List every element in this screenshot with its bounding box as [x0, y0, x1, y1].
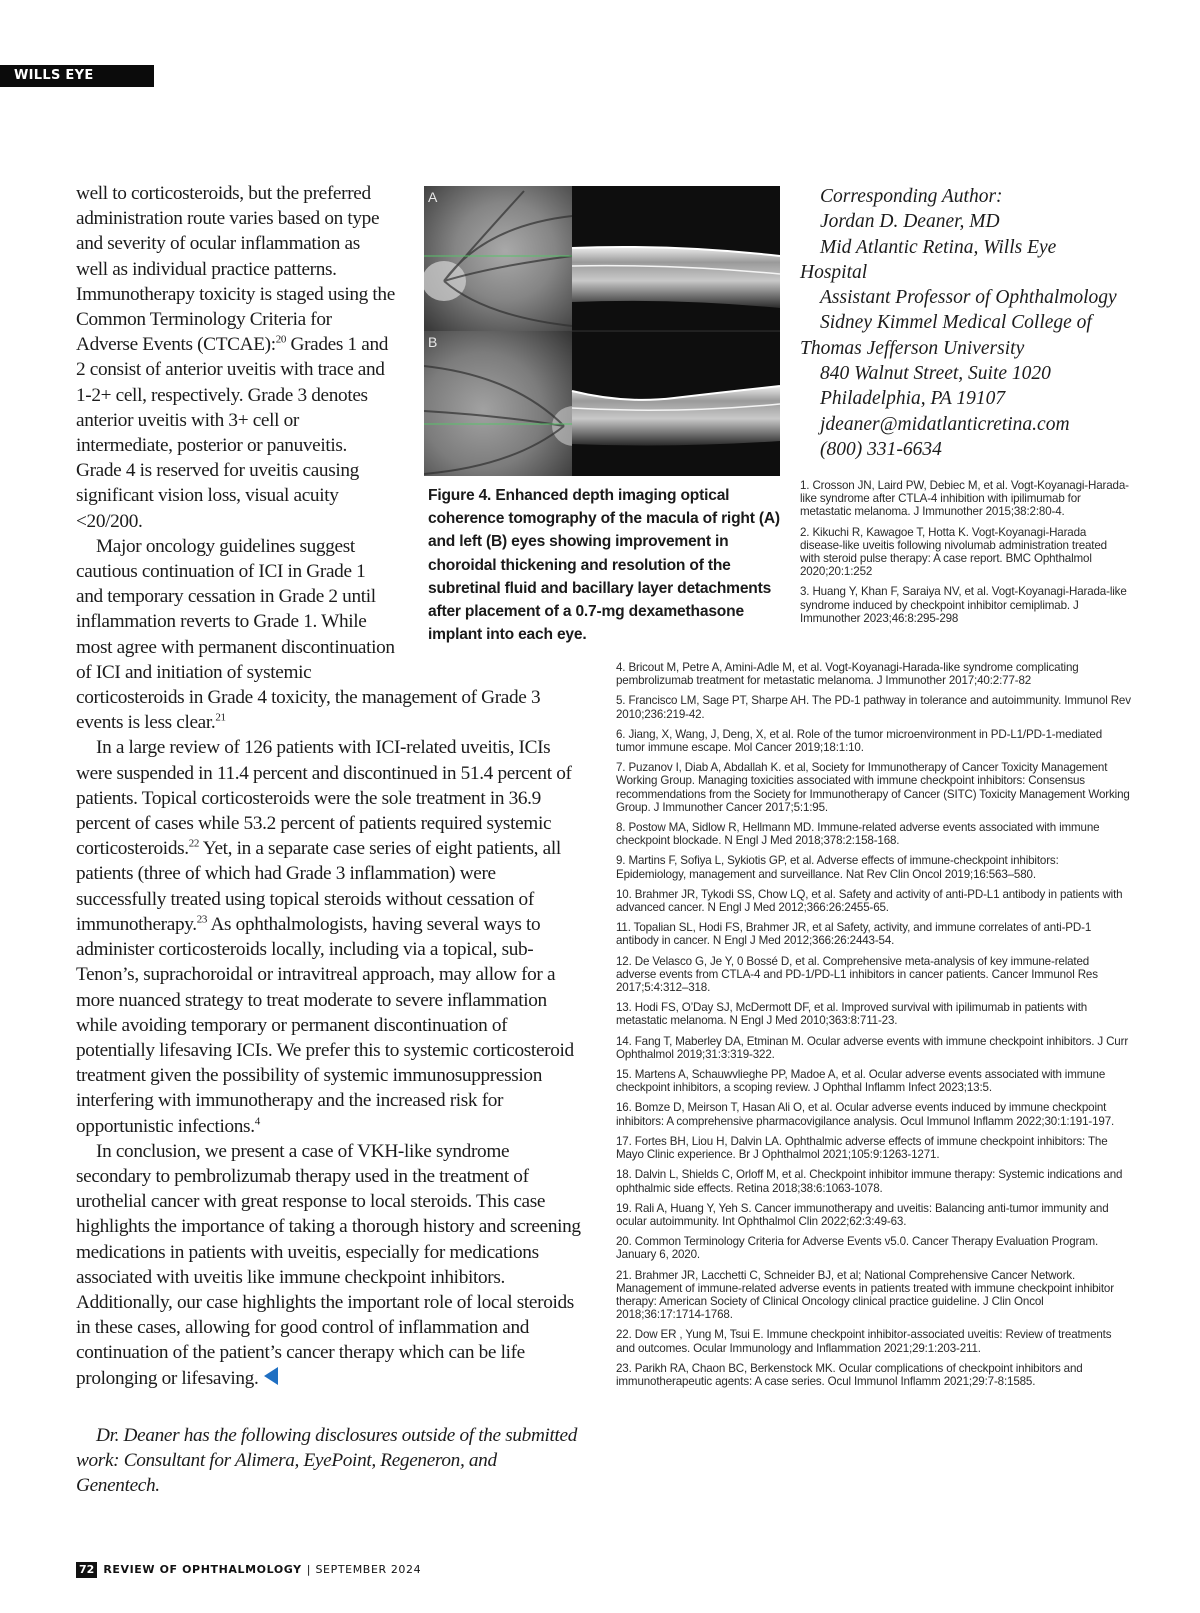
section-tag: WILLS EYE [0, 65, 154, 87]
corr-email: jdeaner@midatlanticretina.com [820, 413, 1070, 435]
paragraph-4 [76, 1139, 582, 1391]
reference-item: 9. Martins F, Sofiya L, Sykiotis GP, et al. Adverse effects of immune-checkpoint inhibitors: Epidemiology, management and surveillance. Nat Rev Clin Oncol 2019;16:563–580. [616, 854, 1059, 881]
page-number: 72 [76, 1562, 97, 1578]
reference-item: 19. Rali A, Huang Y, Yeh S. Cancer immunotherapy and uveitis: Balancing anti-tumor immunity and ocular autoimmunity. Int Ophthalmol Clin 2022;62:3:49-63. [616, 1201, 1109, 1228]
paragraph-2-continued [76, 685, 582, 735]
paragraph-3 [76, 735, 582, 1138]
reference-item: 17. Fortes BH, Liou H, Dalvin LA. Ophthalmic adverse effects of immune checkpoint inhibitors: The Mayo Clinic experience. Br J Ophthalmol 2021;105:9:1263-1271. [616, 1134, 1108, 1162]
reference-item: 11. Topalian SL, Hodi FS, Brahmer JR, et al Safety, activity, and immune correlates of anti-PD-1 antibody in cancer. N Engl J Med 2012;366:26:2443-54. [616, 921, 1092, 948]
corr-city: Philadelphia, PA 19107 [820, 388, 1006, 410]
reference-item: 4. Bricout M, Petre A, Amini-Adle M, et al. Vogt-Koyanagi-Harada-like syndrome complicating pembrolizumab treatment for metastatic melanoma. J Immunother 2017;40:2:77-82 [616, 661, 1079, 688]
end-of-article-icon [264, 1367, 278, 1385]
citation-4: 4 [254, 1115, 260, 1128]
reference-item: 2. Kikuchi R, Kawagoe T, Hotta K. Vogt-Koyanagi-Harada disease-like uveitis following nivolumab administration treated with steroid pulse therapy: A case report. BMC Ophthalmol 2020;20:1:252 [800, 525, 1107, 579]
figure-caption: Figure 4. Enhanced depth imaging optical coherence tomography of the macula of right (A) and left (B) eyes showing improvement in choroidal thickening and resolution of the subretinal fluid and bacillary layer detachments after placement of a 0.7-mg dexamethasone implant into each eye. [428, 487, 780, 644]
citation-22: 22 [188, 837, 200, 850]
paragraph-1 [76, 181, 396, 534]
reference-item: 3. Huang Y, Khan F, Saraiya NV, et al. Vogt-Koyanagi-Harada-like syndrome induced by checkpoint inhibitor cemiplimab. J Immunother 2023;46:8:295-298 [800, 585, 1127, 625]
paragraph-2-text: Major oncology guidelines suggest cautious continuation of ICI in Grade 1 and temporary cessation in Grade 2 until inflammation reverts to Grade 1. While most agree with permanent discontinuation of ICI and initiation of systemic [76, 535, 395, 683]
reference-item: 14. Fang T, Maberley DA, Etminan M. Ocular adverse events with immune checkpoint inhibitors. J Curr Ophthalmol 2019;31:3:319-322. [616, 1034, 1129, 1061]
reference-item: 12. De Velasco G, Je Y, 0 Bossé D, et al. Comprehensive meta-analysis of key immune-related adverse events from CTLA-4 and PD-1/PD-L1 inhibitors in cancer patients. Cancer Immunol Res 2017;5:4:312–318. [616, 954, 1098, 995]
corr-affiliation-1-cont: Hospital [800, 261, 868, 283]
reference-item: 20. Common Terminology Criteria for Adverse Events v5.0. Cancer Therapy Evaluation Program. January 6, 2020. [616, 1235, 1099, 1262]
reference-item: 7. Puzanov I, Diab A, Abdallah K. et al, Society for Immunotherapy of Cancer Toxicity Management Working Group. Managing toxicities associated with immune checkpoint inhibitors: Consensus recommendations from the Society for Immunotherapy of Cancer (SITC) Toxicity Management Working Group. J Immunother Cancer 2017;5:1:95. [616, 761, 1130, 814]
reference-item: 21. Brahmer JR, Lacchetti C, Schneider BJ, et al; National Comprehensive Cancer Network. Management of immune-related adverse events in patients treated with immune checkpoint inhibitor therapy: American Society of Clinical Oncology clinical practice guideline. J Clin Oncol 2018;36:17:1714-1768. [616, 1268, 1114, 1322]
page-footer [76, 1562, 421, 1578]
reference-item: 22. Dow ER , Yung M, Tsui E. Immune checkpoint inhibitor-associated uveitis: Review of treatments and outcomes. Ocular Immunology and Inflammation 2021;29:1:203-211. [616, 1328, 1112, 1355]
references-top [800, 479, 1130, 632]
paragraph-1-text-rest: Grades 1 and 2 consist of anterior uveitis with trace and 1-2+ cell, respectively. Grade 3 denotes anterior uveitis with 3+ cell or intermediate, posterior or panuveitis. Grade 4 is reserved for uveitis causing significant vision loss, visual acuity <20/200. [76, 334, 389, 532]
corr-street: 840 Walnut Street, Suite 1020 [820, 363, 1051, 385]
paragraph-3-text-b: Yet, in a separate case series of eight patients, all patients (three of which had Grade 3 inflammation) were successfully treated using topical steroids without cessation of immunotherapy. [76, 838, 561, 935]
footer-separator: | [306, 1563, 311, 1576]
paragraph-1-text: well to corticosteroids, but the preferred administration route varies based on type and severity of ocular inflammation as well as individual practice patterns. Immunotherapy toxicity is staged using the Common Terminology Criteria for Adverse Events (CTCAE): [76, 183, 395, 356]
paragraph-4-text: In conclusion, we present a case of VKH-like syndrome secondary to pembrolizumab therapy used in the treatment of urothelial cancer with great response to local steroids. This case highlights the importance of taking a thorough history and screening medications in patients with uveitis, especially for medications associated with uveitis like immune checkpoint inhibitors. Additionally, our case highlights the important role of local steroids in these cases, allowing for good control of inflammation and continuation of the patient’s cancer therapy which can be life prolonging or lifesaving. [76, 1140, 581, 1389]
reference-item: 16. Bomze D, Meirson T, Hasan Ali O, et al. Ocular adverse events induced by immune checkpoint inhibitors: A comprehensive pharmacovigilance analysis. Ocul Immunol Inflamm 2022;30:1:191-197. [616, 1101, 1115, 1128]
panel-label-a: A [428, 189, 438, 205]
reference-item: 6. Jiang, X, Wang, J, Deng, X, et al. Role of the tumor microenvironment in PD-L1/PD-1-mediated tumor immune escape. Mol Cancer 2019;18:1:10. [616, 727, 1103, 755]
reference-item: 5. Francisco LM, Sage PT, Sharpe AH. The PD-1 pathway in tolerance and autoimmunity. Immunol Rev 2010;236:219-42. [616, 694, 1131, 721]
corr-phone: (800) 331-6634 [820, 438, 942, 460]
magazine-name: REVIEW OF OPHTHALMOLOGY [103, 1563, 302, 1576]
paragraph-3-text-c: As ophthalmologists, having several ways to administer corticosteroids locally, including via a topical, sub-Tenon’s, suprachoroidal or intravitreal approach, may allow for a more nuanced strategy to treat moderate to severe inflammation while avoiding temporary or permanent discontinuation of potentially lifesaving ICIs. We prefer this to systemic corticosteroid treatment given the possibility of systemic immunosuppression interfering with immunotherapy and the increased risk for opportunistic infections. [76, 913, 574, 1137]
issue-date: SEPTEMBER 2024 [315, 1563, 422, 1576]
paragraph-2 [76, 534, 396, 685]
reference-item: 10. Brahmer JR, Tykodi SS, Chow LQ, et al. Safety and activity of anti-PD-L1 antibody in patients with advanced cancer. N Engl J Med 2012;366:26:2455-65. [616, 887, 1123, 915]
corr-title: Assistant Professor of Ophthalmology [820, 287, 1117, 309]
corr-affiliation-2: Sidney Kimmel Medical College of [820, 312, 1092, 334]
corresponding-author [800, 184, 1130, 462]
reference-item: 15. Martens A, Schauwvlieghe PP, Madoe A, et al. Ocular adverse events associated with immune checkpoint inhibitors, a scoping review. J Ophthal Inflamm Infect 2023;13:5. [616, 1068, 1106, 1095]
disclosure: Dr. Deaner has the following disclosures outside of the submitted work: Consultant for Alimera, EyePoint, Regeneron, and Genentech. [76, 1425, 578, 1497]
oct-figure-graphic [424, 186, 780, 476]
citation-23: 23 [196, 913, 208, 926]
reference-item: 13. Hodi FS, O’Day SJ, McDermott DF, et al. Improved survival with ipilimumab in patients with metastatic melanoma. N Engl J Med 2010;363:8:711-23. [616, 1001, 1088, 1028]
corr-name: Jordan D. Deaner, MD [820, 211, 1000, 233]
oct-figure-image [424, 186, 780, 476]
fundus-image-b [424, 331, 572, 476]
panel-label-b: B [428, 334, 438, 350]
corr-heading: Corresponding Author: [820, 186, 1003, 207]
references-list [616, 661, 1131, 1395]
reference-item: 18. Dalvin L, Shields C, Orloff M, et al. Checkpoint inhibitor immune therapy: Systemic indications and ophthalmic side effects. Retina 2018;38:6:1063-1078. [616, 1168, 1123, 1195]
reference-item: 8. Postow MA, Sidlow R, Hellmann MD. Immune-related adverse events associated with immune checkpoint blockade. N Engl J Med 2018;378:2:158-168. [616, 821, 1100, 848]
citation-21: 21 [215, 711, 226, 724]
corr-affiliation-2-cont: Thomas Jefferson University [800, 337, 1025, 359]
reference-item: 23. Parikh RA, Chaon BC, Berkenstock MK. Ocular complications of checkpoint inhibitors and immunotherapeutic agents: A case series. Ocul Immunol Inflamm 2021;29:7-8:1585. [616, 1361, 1083, 1388]
paragraph-2-text-wide: corticosteroids in Grade 4 toxicity, the management of Grade 3 events is less clear. [76, 687, 541, 734]
citation-20: 20 [275, 333, 287, 346]
corr-affiliation-1: Mid Atlantic Retina, Wills Eye [820, 236, 1057, 258]
paragraph-3-text-a: In a large review of 126 patients with ICI-related uveitis, ICIs were suspended in 11.4 percent and discontinued in 51.4 percent of patients. Topical corticosteroids were the sole treatment in 36.9 percent of cases while 53.2 percent of patients required systemic corticosteroids. [76, 737, 572, 860]
reference-item: 1. Crosson JN, Laird PW, Debiec M, et al. Vogt-Koyanagi-Harada-like syndrome after CTLA-4 inhibition with ipilimumab for metastatic melanoma. J Immunother 2015;38:2:80-4. [800, 479, 1129, 519]
